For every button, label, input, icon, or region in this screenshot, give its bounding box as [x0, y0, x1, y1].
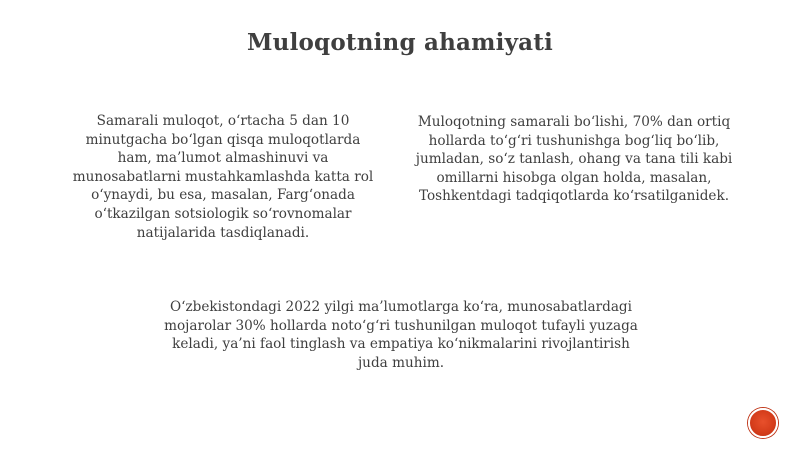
- paragraph-line: Toshkentdagi tadqiqotlarda ko‘rsatilganidek.: [418, 188, 730, 205]
- paragraph-line: juda muhim.: [357, 354, 445, 371]
- paragraph-line: o‘tkazilgan sotsiologik so‘rovnomalar: [94, 205, 352, 222]
- paragraph-bottom: [140, 298, 662, 372]
- paragraph-line: mojarolar 30% hollarda noto‘g‘ri tushunilgan muloqot tufayli yuzaga: [164, 317, 638, 334]
- paragraph-line: minutgacha bo‘lgan qisqa muloqotlarda: [85, 131, 361, 148]
- paragraph-line: Muloqotning samarali bo‘lishi, 70% dan ortiq: [417, 114, 731, 130]
- paragraph-line: hollarda to‘g‘ri tushunishga bog‘liq bo‘lib,: [428, 132, 720, 149]
- paragraph-line: keladi, ya’ni faol tinglash va empatiya ko‘nikmalarini rivojlantirish: [172, 336, 630, 353]
- paragraph-line: o‘ynaydi, bu esa, masalan, Farg‘onada: [91, 187, 355, 204]
- paragraph-left: [62, 112, 384, 242]
- paragraph-line: Samarali muloqot, o‘rtacha 5 dan 10: [96, 113, 350, 129]
- paragraph-right: [402, 113, 746, 206]
- paragraph-line: ham, ma’lumot almashinuvi va: [117, 150, 329, 167]
- next-slide-button[interactable]: [748, 408, 778, 438]
- paragraph-line: natijalarida tasdiqlanadi.: [136, 224, 310, 241]
- paragraph-line: jumladan, so‘z tanlash, ohang va tana tili kabi: [415, 151, 733, 168]
- paragraph-line: O‘zbekistondagi 2022 yilgi ma’lumotlarga ko‘ra, munosabatlardagi: [170, 299, 632, 315]
- paragraph-line: omillarni hisobga olgan holda, masalan,: [436, 169, 712, 186]
- paragraph-line: munosabatlarni mustahkamlashda katta rol: [72, 168, 374, 185]
- slide-title: Muloqotning ahamiyati: [246, 29, 553, 56]
